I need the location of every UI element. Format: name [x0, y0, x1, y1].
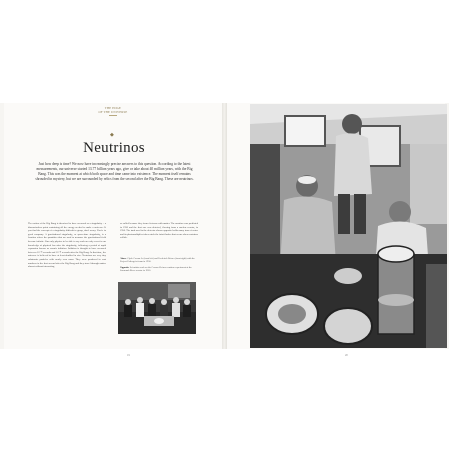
- page-number-left: 19: [127, 354, 130, 357]
- caption-label-opposite: Opposite: [120, 265, 130, 269]
- body-column-left: The notion of the Big Bang is theorized to have occurred as a singularity – a dimensionless point containing all the energy needed to make a universe. If you find the concept of a singularity difficult to grasp, don't worry. You're in good company. A gravitational singularity, or space-time singularity, is a location where the quantities that are used to measure the gravitational field become infinite. Our only physics to be able to say such an early event is our knowledge of physical law after the singularity, following a period of rapid expansion known as cosmic inflation. Inflation is thought to have occurred between 10⁻³⁶ seconds and 10⁻³² seconds after the Big Bang. In that time, the universe is believed to have at least doubled in size. Neutrinos are very tiny subatomic particles with nearly zero mass. They were produced in vast numbers in the first second after the Big Bang and they travel through matter almost without interacting.: [28, 222, 106, 269]
- ornament-icon: ◆: [110, 133, 114, 138]
- caption-text-opposite: Scientists work on the Cowan–Reines neutrino experiment at the Savannah River reactor in 1956.: [120, 265, 192, 273]
- section-rule: [109, 115, 117, 116]
- section-label-line-2: OF THE UNIVERSE: [98, 109, 128, 114]
- page-title: Neutrinos: [83, 140, 145, 156]
- caption-label-above: Above: [120, 257, 127, 260]
- caption-text-above: Clyde Cowan Jr. (front left) and Frederick Reines (front right) with the Project Poltergeist team in 1956.: [120, 257, 195, 264]
- page-number-right: 20: [345, 354, 348, 357]
- section-label: [98, 107, 128, 114]
- photo-caption: [120, 257, 198, 273]
- group-photo-icon: [118, 282, 196, 334]
- lead-paragraph: Just how deep is time? We now have increasingly precise answers to this question. According to the latest measurements, our universe started 13.77 billion years ago, give or take about 40 million years, with the Big Bang. This was the moment at which both space and time came into existence. The moment itself remains shrouded in mystery, but we are surrounded by relics from the second after the Big Bang. These are neutrinos.: [35, 162, 194, 181]
- book-gutter: [222, 103, 227, 349]
- lab-photo-icon: [250, 104, 447, 348]
- body-column-right: so called because they form electrons with matter. The neutrino was predicted in 1930 and the first one was detected, flowing from a nuclear reactor, in 1956. The tank used in the detector shown opposite holds many tons of water and its photomultiplier tubes catch the faint flashes that occur when neutrinos collide.: [120, 222, 198, 240]
- section-label-line-1: THE EDGE: [104, 106, 122, 110]
